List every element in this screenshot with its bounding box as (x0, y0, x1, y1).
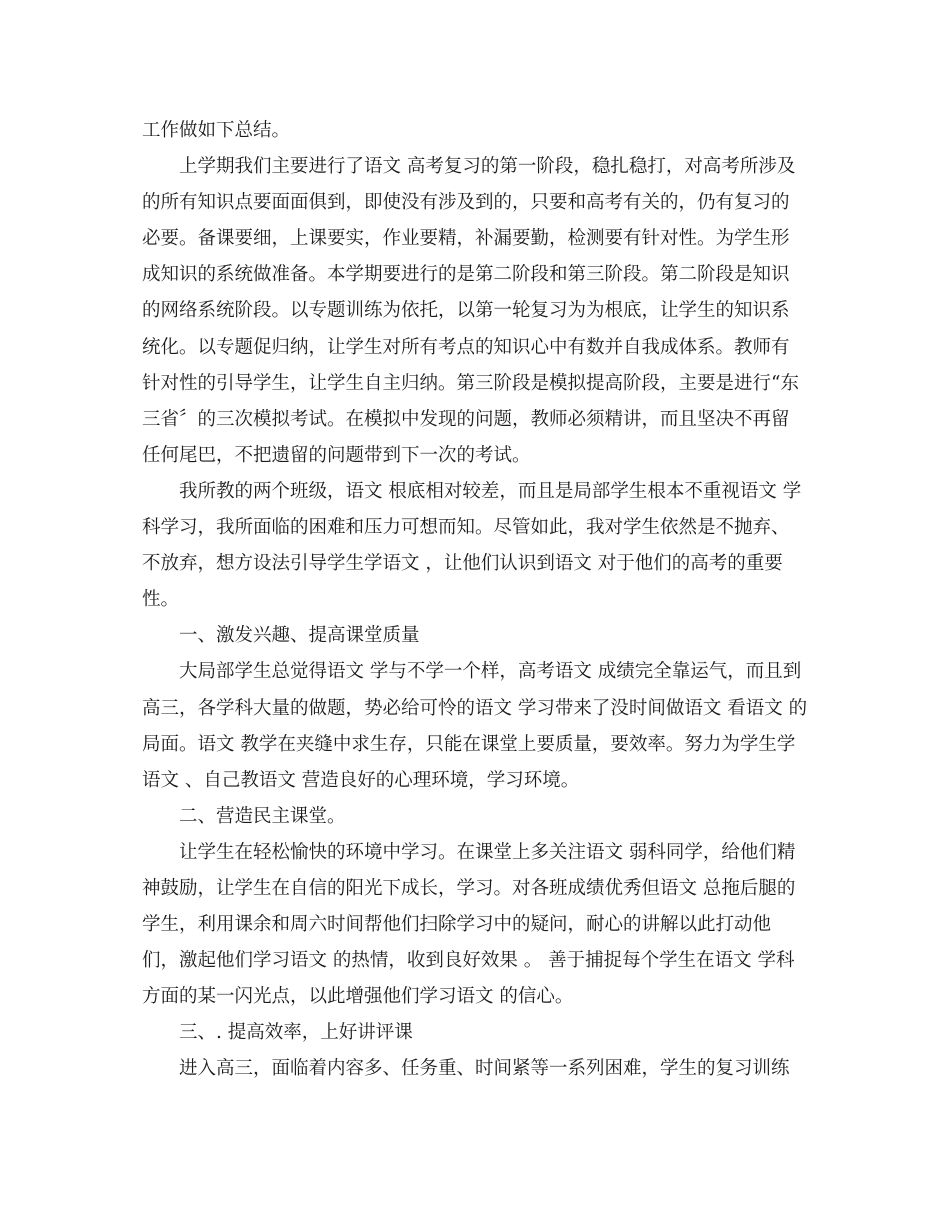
text-line: 语文 、自己教语文 营造良好的心理环境，学习环境。 (142, 769, 580, 791)
text-line: 进入高三，面临着内容多、任务重、时间紧等一系列困难，学生的复习训练 (179, 1058, 790, 1080)
text-line: 高三，各学科大量的做题，势必给可怜的语文 学习带来了没时间做语文 看语文 的 (142, 697, 808, 719)
text-line: 不放弃，想方设法引导学生学语文 ，让他们认识到语文 对于他们的高考的重要 (142, 553, 783, 575)
text-line: 三、. 提高效率，上好讲评课 (179, 1022, 413, 1044)
text-line: 工作做如下总结。 (142, 120, 291, 141)
text-line: 三省〞的三次模拟考试。在模拟中发现的问题，教师必须精讲，而且坚决不再留 (142, 408, 790, 430)
text-line: 学生，利用课余和周六时间帮他们扫除学习中的疑问，耐心的讲解以此打动他 (142, 914, 772, 936)
text-line: 上学期我们主要进行了语文 高考复习的第一阶段，稳扎稳打，对高考所涉及 (179, 156, 796, 178)
text-line: 大局部学生总觉得语文 学与不学一个样，高考语文 成绩完全靠运气，而且到 (179, 661, 802, 683)
text-line: 二、营造民主课堂。 (179, 805, 346, 827)
text-line: 必要。备课要细，上课要实，作业要精，补漏要勤，检测要有针对性。为学生形 (142, 228, 790, 250)
text-line: 让学生在轻松愉快的环境中学习。在课堂上多关注语文 弱科同学，给他们精 (179, 841, 796, 863)
text-line: 科学习，我所面临的困难和压力可想而知。尽管如此，我对学生依然是不抛弃、 (142, 517, 790, 539)
text-line: 们，激起他们学习语文 的热情，收到良好效果 。 善于捕捉每个学生在语文 学科 (142, 950, 795, 972)
text-line: 统化。以专题促归纳，让学生对所有考点的知识心中有数并自我成体系。教师有 (142, 336, 790, 358)
text-line: 我所教的两个班级，语文 根底相对较差，而且是局部学生根本不重视语文 学 (179, 480, 802, 502)
text-line: 局面。语文 教学在夹缝中求生存，只能在课堂上要质量，要效率。努力为学生学 (142, 733, 796, 755)
document-body (142, 113, 812, 1088)
text-line: 一、激发兴趣、提高课堂质量 (179, 625, 420, 647)
text-line: 任何尾巴，不把遗留的问题带到下一次的考试。 (142, 444, 531, 466)
text-line: 神鼓励，让学生在自信的阳光下成长，学习。对各班成绩优秀但语文 总拖后腿的 (142, 877, 796, 899)
text-line: 性。 (142, 589, 180, 611)
text-line: 的所有知识点要面面俱到，即使没有涉及到的，只要和高考有关的，仍有复习的 (142, 192, 790, 214)
text-line: 方面的某一闪光点，以此增强他们学习语文 的信心。 (142, 986, 574, 1008)
text-line: 成知识的系统做准备。本学期要进行的是第二阶段和第三阶段。第二阶段是知识 (142, 264, 790, 286)
text-line: 针对性的引导学生，让学生自主归纳。第三阶段是模拟提高阶段，主要是进行“东 (142, 372, 799, 394)
text-line: 的网络系统阶段。以专题训练为依托，以第一轮复习为为根底，让学生的知识系 (142, 300, 790, 322)
